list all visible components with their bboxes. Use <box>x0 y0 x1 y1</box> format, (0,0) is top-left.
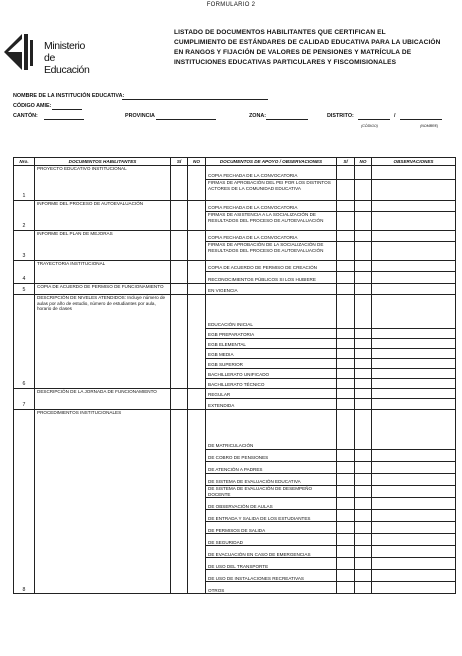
table-row <box>14 231 456 242</box>
si-checkbox[interactable] <box>171 201 188 231</box>
table-row <box>14 295 456 329</box>
support-document: OTROS <box>206 582 337 594</box>
province-field[interactable] <box>156 119 216 120</box>
support-document: EGB MEDIA <box>206 349 337 359</box>
observations-cell[interactable] <box>372 349 456 359</box>
observations-cell[interactable] <box>372 329 456 339</box>
ministry-logo <box>2 30 90 78</box>
support-si-checkbox[interactable] <box>337 201 355 212</box>
no-checkbox[interactable] <box>188 201 206 231</box>
support-si-checkbox[interactable] <box>337 389 355 399</box>
habilitating-document: PROYECTO EDUCATIVO INSTITUCIONAL <box>35 166 171 201</box>
support-no-checkbox[interactable] <box>355 242 372 261</box>
habilitating-document: PROCEDIMIENTOS INSTITUCIONALES <box>35 410 171 594</box>
row-number: 8 <box>14 410 35 594</box>
support-no-checkbox[interactable] <box>355 349 372 359</box>
habilitating-document: COPIA DE ACUERDO DE PERMISO DE FUNCIONAMIENTO <box>35 284 171 295</box>
support-no-checkbox[interactable] <box>355 474 372 486</box>
table-row <box>14 284 456 295</box>
no-checkbox[interactable] <box>188 410 206 594</box>
observations-cell[interactable] <box>372 522 456 534</box>
documents-table <box>13 157 456 594</box>
support-si-checkbox[interactable] <box>337 379 355 389</box>
support-document: EGB SUPERIOR <box>206 359 337 369</box>
support-document: COPIA DE ACUERDO DE PERMISO DE CREACIÓN <box>206 261 337 272</box>
observations-cell[interactable] <box>372 242 456 261</box>
support-si-checkbox[interactable] <box>337 180 355 201</box>
support-document: BACHILLERATO TÉCNICO <box>206 379 337 389</box>
support-document: EGB ELEMENTAL <box>206 339 337 349</box>
no-checkbox[interactable] <box>188 231 206 261</box>
col-header-si-2: SÍ <box>337 158 355 166</box>
support-si-checkbox[interactable] <box>337 272 355 284</box>
support-no-checkbox[interactable] <box>355 510 372 522</box>
support-no-checkbox[interactable] <box>355 272 372 284</box>
observations-cell[interactable] <box>372 201 456 212</box>
no-checkbox[interactable] <box>188 284 206 295</box>
support-no-checkbox[interactable] <box>355 295 372 329</box>
support-document: FIRMAS DE ASISTENCIA A LA SOCIALIZACIÓN DE RESULTADOS DEL PROCESO DE AUTOEVALUACIÓN <box>206 212 337 231</box>
support-no-checkbox[interactable] <box>355 486 372 498</box>
support-document: FIRMAS DE APROBACIÓN DE LA SOCIALIZACIÓN DE RESULTADOS DEL PROCESO DE AUTOEVALUACIÓN <box>206 242 337 261</box>
district-code-field[interactable] <box>358 119 390 120</box>
district-code-hint: (CÓDIGO) <box>361 124 378 128</box>
support-si-checkbox[interactable] <box>337 450 355 462</box>
row-number: 6 <box>14 295 35 389</box>
title-line: LISTADO DE DOCUMENTOS HABILITANTES QUE CERTIFICAN EL <box>174 29 386 36</box>
support-document: DE ATENCIÓN A PADRES <box>206 462 337 474</box>
support-document: EDUCACIÓN INICIAL <box>206 295 337 329</box>
si-checkbox[interactable] <box>171 284 188 295</box>
support-document: DE SISTEMA DE EVALUACIÓN DE DESEMPEÑO DOCENTE <box>206 486 337 498</box>
support-si-checkbox[interactable] <box>337 534 355 546</box>
support-no-checkbox[interactable] <box>355 522 372 534</box>
province-label: PROVINCIA <box>125 113 155 119</box>
observations-cell[interactable] <box>372 450 456 462</box>
support-si-checkbox[interactable] <box>337 166 355 180</box>
support-no-checkbox[interactable] <box>355 369 372 379</box>
support-no-checkbox[interactable] <box>355 399 372 410</box>
amie-code-field[interactable] <box>52 109 82 110</box>
table-row <box>14 201 456 212</box>
col-header-no-2: NO <box>355 158 372 166</box>
support-document: DE MATRICULACIÓN <box>206 410 337 450</box>
title-line: INSTITUCIONES EDUCATIVAS PARTICULARES Y FISCOMISIONALES <box>174 59 397 66</box>
observations-cell[interactable] <box>372 166 456 180</box>
col-header-support: DOCUMENTOS DE APOYO / OBSERVACIONES <box>206 158 337 166</box>
support-document: COPIA FECHADA DE LA CONVOCATORIA <box>206 201 337 212</box>
observations-cell[interactable] <box>372 410 456 450</box>
no-checkbox[interactable] <box>188 261 206 284</box>
no-checkbox[interactable] <box>188 166 206 201</box>
support-no-checkbox[interactable] <box>355 201 372 212</box>
form-number: FORMULARIO 2 <box>206 2 256 8</box>
support-no-checkbox[interactable] <box>355 261 372 272</box>
support-no-checkbox[interactable] <box>355 231 372 242</box>
support-si-checkbox[interactable] <box>337 522 355 534</box>
canton-label: CANTÓN: <box>13 113 38 119</box>
observations-cell[interactable] <box>372 558 456 570</box>
table-header-row <box>14 158 456 166</box>
support-si-checkbox[interactable] <box>337 329 355 339</box>
si-checkbox[interactable] <box>171 261 188 284</box>
si-checkbox[interactable] <box>171 389 188 410</box>
observations-cell[interactable] <box>372 462 456 474</box>
support-no-checkbox[interactable] <box>355 180 372 201</box>
observations-cell[interactable] <box>372 295 456 329</box>
support-no-checkbox[interactable] <box>355 410 372 450</box>
district-separator: / <box>394 113 396 119</box>
support-si-checkbox[interactable] <box>337 462 355 474</box>
col-header-nro: Nro. <box>14 158 35 166</box>
support-si-checkbox[interactable] <box>337 339 355 349</box>
observations-cell[interactable] <box>372 231 456 242</box>
observations-cell[interactable] <box>372 261 456 272</box>
ministry-emblem-icon <box>2 30 42 74</box>
observations-cell[interactable] <box>372 534 456 546</box>
district-name-field[interactable] <box>400 119 442 120</box>
support-si-checkbox[interactable] <box>337 369 355 379</box>
si-checkbox[interactable] <box>171 410 188 594</box>
support-si-checkbox[interactable] <box>337 546 355 558</box>
si-checkbox[interactable] <box>171 166 188 201</box>
observations-cell[interactable] <box>372 212 456 231</box>
table-row <box>14 389 456 399</box>
district-name-hint: (NOMBRE) <box>420 124 439 128</box>
support-no-checkbox[interactable] <box>355 462 372 474</box>
zone-label: ZONA: <box>249 113 267 119</box>
support-document: RECONOCIMIENTOS PÚBLICOS SI LOS HUBIERE <box>206 272 337 284</box>
title-line: CUMPLIMIENTO DE ESTÁNDARES DE CALIDAD EDUCATIVA PARA LA UBICACIÓN <box>174 39 441 46</box>
support-document: EXTENDIDA <box>206 399 337 410</box>
support-no-checkbox[interactable] <box>355 498 372 510</box>
habilitating-document: INFORME DEL PROCESO DE AUTOEVALUACIÓN <box>35 201 171 231</box>
support-document: REGULAR <box>206 389 337 399</box>
si-checkbox[interactable] <box>171 231 188 261</box>
support-document: DE SEGURIDAD <box>206 534 337 546</box>
support-no-checkbox[interactable] <box>355 212 372 231</box>
col-header-si: SÍ <box>171 158 188 166</box>
observations-cell[interactable] <box>372 284 456 295</box>
row-number: 2 <box>14 201 35 231</box>
title-line: EN RANGOS Y FIJACIÓN DE VALORES DE PENSIONES Y MATRÍCULA DE <box>174 49 412 56</box>
zone-field[interactable] <box>266 119 308 120</box>
institution-name-label: NOMBRE DE LA INSTITUCIÓN EDUCATIVA: <box>13 93 125 99</box>
logo-text-line1: Ministerio <box>44 40 85 52</box>
amie-code-label: CÓDIGO AMIE: <box>13 103 52 109</box>
support-no-checkbox[interactable] <box>355 166 372 180</box>
institution-name-field[interactable] <box>122 99 268 100</box>
support-si-checkbox[interactable] <box>337 582 355 594</box>
logo-text-line2: de Educación <box>44 52 90 76</box>
row-number: 1 <box>14 166 35 201</box>
support-document: DE COBRO DE PENSIONES <box>206 450 337 462</box>
observations-cell[interactable] <box>372 389 456 399</box>
support-document: COPIA FECHADA DE LA CONVOCATORIA <box>206 166 337 180</box>
support-no-checkbox[interactable] <box>355 582 372 594</box>
observations-cell[interactable] <box>372 510 456 522</box>
support-document: DE OBSERVACIÓN DE AULAS <box>206 498 337 510</box>
row-number: 4 <box>14 261 35 284</box>
observations-cell[interactable] <box>372 379 456 389</box>
habilitating-document: DESCRIPCIÓN DE NIVELES ATENDIDOS: Incluye número de aulas por año de estudio, número de estudiantes por aula, horario de clases <box>35 295 171 389</box>
support-document: FIRMAS DE APROBACIÓN DEL PEI POR LOS DISTINTOS ACTORES DE LA COMUNIDAD EDUCATIVA <box>206 180 337 201</box>
support-si-checkbox[interactable] <box>337 399 355 410</box>
habilitating-document: INFORME DEL PLAN DE MEJORAS <box>35 231 171 261</box>
observations-cell[interactable] <box>372 369 456 379</box>
support-document: COPIA FECHADA DE LA CONVOCATORIA <box>206 231 337 242</box>
table-row <box>14 410 456 450</box>
support-si-checkbox[interactable] <box>337 242 355 261</box>
row-number: 5 <box>14 284 35 295</box>
observations-cell[interactable] <box>372 570 456 582</box>
support-si-checkbox[interactable] <box>337 231 355 242</box>
observations-cell[interactable] <box>372 359 456 369</box>
support-no-checkbox[interactable] <box>355 284 372 295</box>
habilitating-document: DESCRIPCIÓN DE LA JORNADA DE FUNCIONAMIENTO <box>35 389 171 410</box>
support-document: DE SISTEMA DE EVALUACIÓN EDUCATIVA <box>206 474 337 486</box>
observations-cell[interactable] <box>372 582 456 594</box>
support-no-checkbox[interactable] <box>355 534 372 546</box>
support-si-checkbox[interactable] <box>337 486 355 498</box>
support-si-checkbox[interactable] <box>337 212 355 231</box>
row-number: 3 <box>14 231 35 261</box>
support-si-checkbox[interactable] <box>337 349 355 359</box>
observations-cell[interactable] <box>372 546 456 558</box>
observations-cell[interactable] <box>372 399 456 410</box>
support-no-checkbox[interactable] <box>355 450 372 462</box>
support-document: DE ENTRADA Y SALIDA DE LOS ESTUDIANTES <box>206 510 337 522</box>
support-si-checkbox[interactable] <box>337 570 355 582</box>
support-si-checkbox[interactable] <box>337 410 355 450</box>
support-document: DE USO DE INSTALACIONES RECREATIVAS <box>206 570 337 582</box>
si-checkbox[interactable] <box>171 295 188 389</box>
canton-field[interactable] <box>44 119 84 120</box>
support-no-checkbox[interactable] <box>355 339 372 349</box>
support-no-checkbox[interactable] <box>355 546 372 558</box>
col-header-no: NO <box>188 158 206 166</box>
no-checkbox[interactable] <box>188 295 206 389</box>
habilitating-document: TRAYECTORIA INSTITUCIONAL <box>35 261 171 284</box>
support-no-checkbox[interactable] <box>355 379 372 389</box>
support-si-checkbox[interactable] <box>337 558 355 570</box>
support-si-checkbox[interactable] <box>337 261 355 272</box>
observations-cell[interactable] <box>372 339 456 349</box>
support-document: DE USO DEL TRANSPORTE <box>206 558 337 570</box>
observations-cell[interactable] <box>372 180 456 201</box>
observations-cell[interactable] <box>372 486 456 498</box>
observations-cell[interactable] <box>372 474 456 486</box>
support-no-checkbox[interactable] <box>355 570 372 582</box>
observations-cell[interactable] <box>372 498 456 510</box>
support-no-checkbox[interactable] <box>355 359 372 369</box>
support-document: EGB PREPARATORIA <box>206 329 337 339</box>
support-document: DE EVACUACIÓN EN CASO DE EMERGENCIAS <box>206 546 337 558</box>
no-checkbox[interactable] <box>188 389 206 410</box>
support-si-checkbox[interactable] <box>337 359 355 369</box>
support-si-checkbox[interactable] <box>337 284 355 295</box>
support-no-checkbox[interactable] <box>355 558 372 570</box>
support-si-checkbox[interactable] <box>337 498 355 510</box>
col-header-documents: DOCUMENTOS HABILITANTES <box>35 158 171 166</box>
support-si-checkbox[interactable] <box>337 295 355 329</box>
support-document: BACHILLERATO UNIFICADO <box>206 369 337 379</box>
observations-cell[interactable] <box>372 272 456 284</box>
support-no-checkbox[interactable] <box>355 329 372 339</box>
document-title <box>174 28 456 68</box>
support-document: EN VIGENCIA <box>206 284 337 295</box>
support-si-checkbox[interactable] <box>337 474 355 486</box>
table-row <box>14 261 456 272</box>
support-si-checkbox[interactable] <box>337 510 355 522</box>
row-number: 7 <box>14 389 35 410</box>
district-label: DISTRITO: <box>327 113 354 119</box>
col-header-observations: OBSERVACIONES <box>372 158 456 166</box>
table-row <box>14 166 456 180</box>
support-document: DE PERMISOS DE SALIDA <box>206 522 337 534</box>
support-no-checkbox[interactable] <box>355 389 372 399</box>
